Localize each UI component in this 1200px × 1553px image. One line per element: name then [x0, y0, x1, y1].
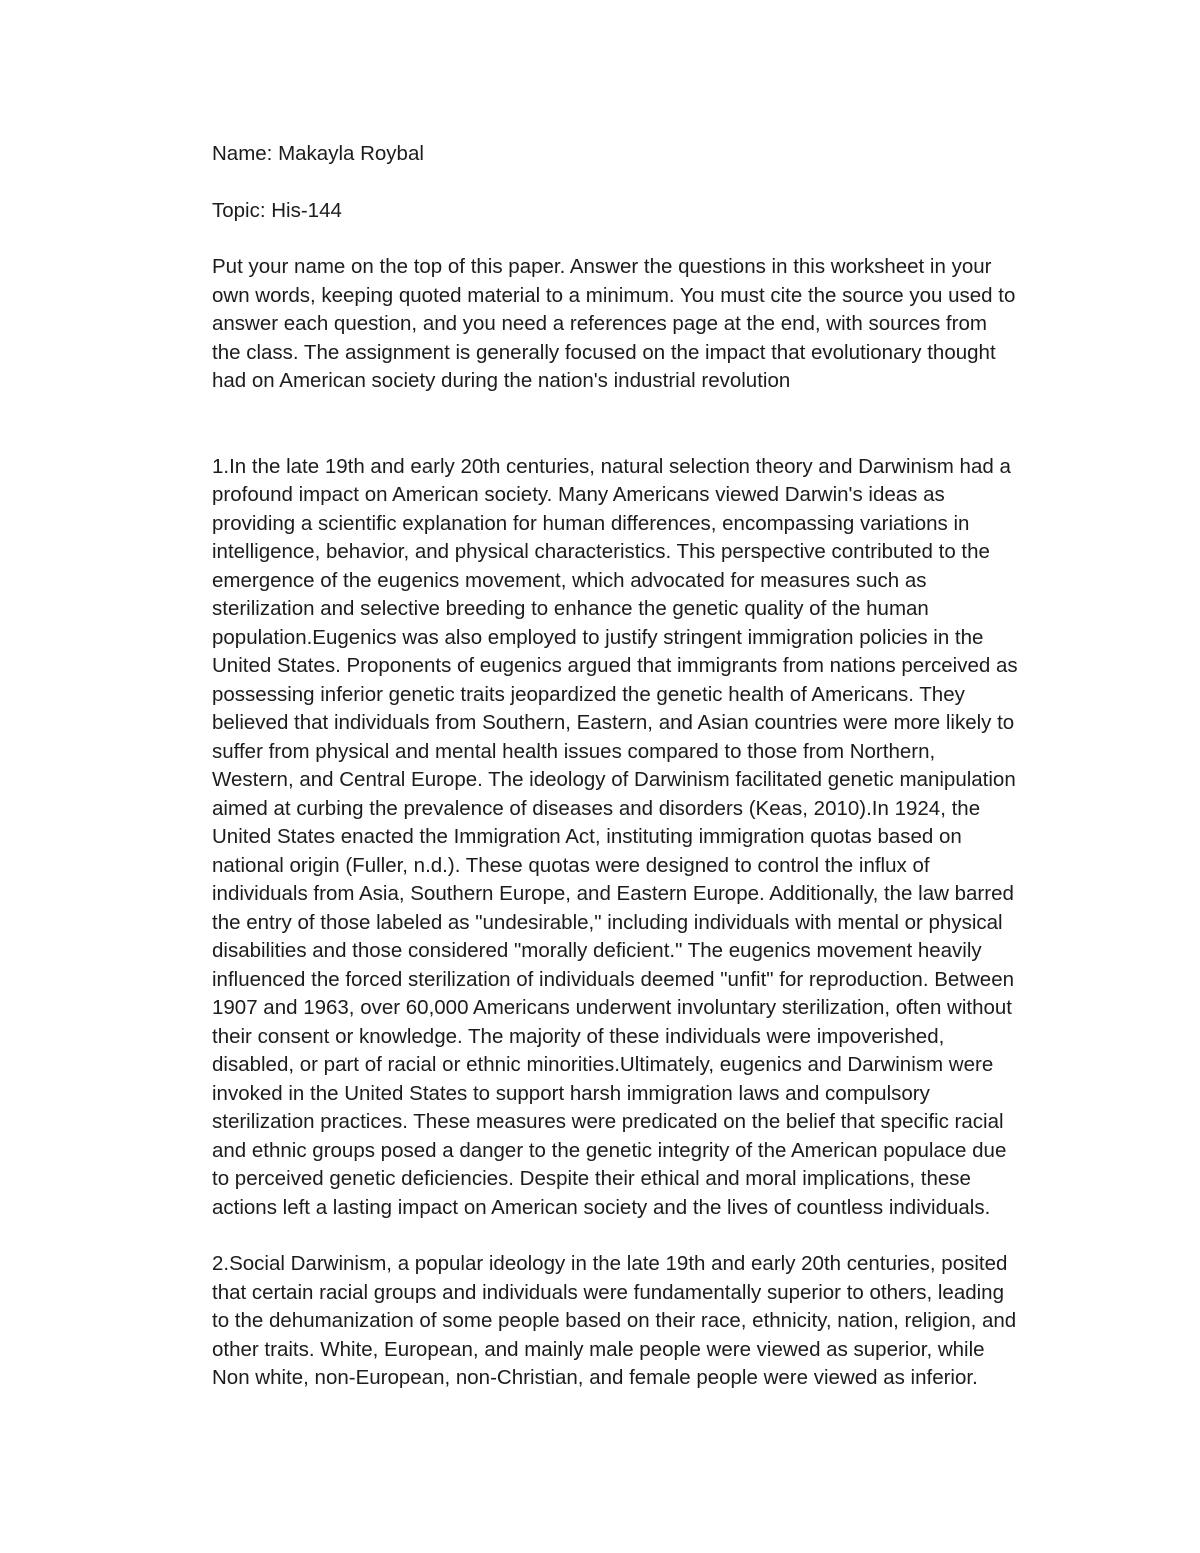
topic-line: Topic: His-144	[212, 198, 342, 222]
answer-paragraph-2: 2.Social Darwinism, a popular ideology in the late 19th and early 20th centuries, posited that certain racial groups and individuals were fundamentally superior to others, leading to the dehumanization of some people based on their race, ethnicity, nation, religion, and other traits. White, European, and mainly male people were viewed as superior, while Non white, non-European, non-Christian, and female people were viewed as inferior.	[212, 1252, 1017, 1389]
answer-paragraph-1: 1.In the late 19th and early 20th centuries, natural selection theory and Darwinism had a profound impact on American society. Many Americans viewed Darwin's ideas as providing a scientific explanation for human differences, encompassing variations in intelligence, behavior, and physical characteristics. This perspective contributed to the emergence of the eugenics movement, which advocated for measures such as sterilization and selective breeding to enhance the genetic quality of the human population.Eugenics was also employed to justify stringent immigration policies in the United States. Proponents of eugenics argued that immigrants from nations perceived as possessing inferior genetic traits jeopardized the genetic health of Americans. They believed that individuals from Southern, Eastern, and Asian countries were more likely to suffer from physical and mental health issues compared to those from Northern, Western, and Central Europe. The ideology of Darwinism facilitated genetic manipulation aimed at curbing the prevalence of diseases and disorders (Keas, 2010).In 1924, the United States enacted the Immigration Act, instituting immigration quotas based on national origin (Fuller, n.d.). These quotas were designed to control the influx of individuals from Asia, Southern Europe, and Eastern Europe. Additionally, the law barred the entry of those labeled as "undesirable," including individuals with mental or physical disabilities and those considered "morally deficient." The eugenics movement heavily influenced the forced sterilization of individuals deemed "unfit" for reproduction. Between 1907 and 1963, over 60,000 Americans underwent involuntary sterilization, often without their consent or knowledge. The majority of these individuals were impoverished, disabled, or part of racial or ethnic minorities.Ultimately, eugenics and Darwinism were invoked in the United States to support harsh immigration laws and compulsory sterilization practices. These measures were predicated on the belief that specific racial and ethnic groups posed a danger to the genetic integrity of the American populace due to perceived genetic deficiencies. Despite their ethical and moral implications, these actions left a lasting impact on American society and the lives of countless individuals.	[212, 454, 1018, 1219]
document-body	[212, 140, 1082, 1393]
assignment-instructions: Put your name on the top of this paper. Answer the questions in this worksheet in your own words, keeping quoted material to a minimum. You must cite the source you used to answer each question, and you need a references page at the end, with sources from the class. The assignment is generally focused on the impact that evolutionary thought had on American society during the nation's industrial revolution	[212, 255, 1016, 392]
student-name-line: Name: Makayla Roybal	[212, 142, 424, 165]
